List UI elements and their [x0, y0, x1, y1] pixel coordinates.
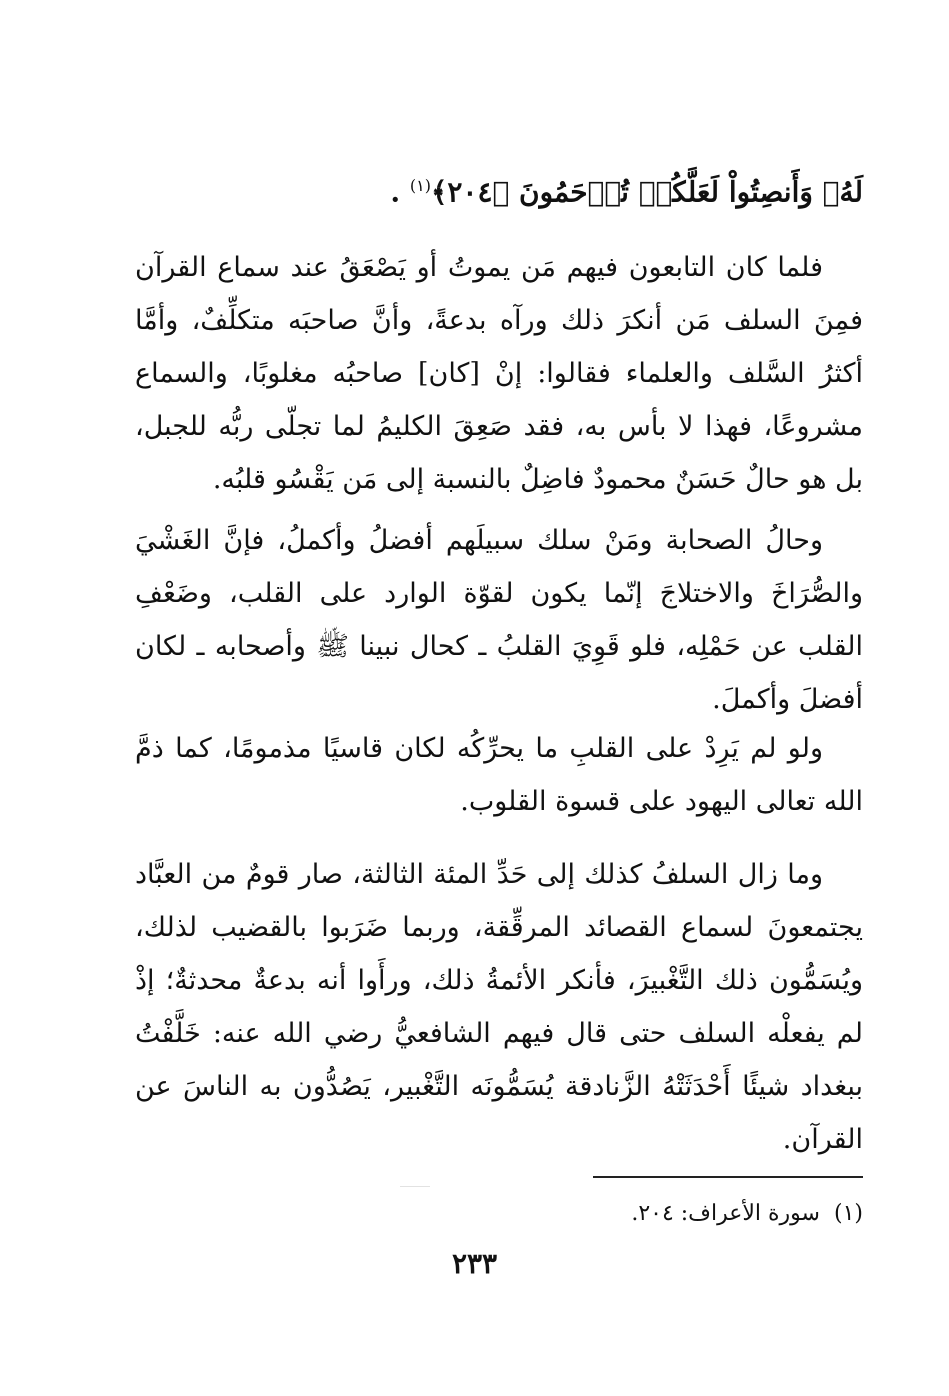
paragraph-hard-heart: ولو لم يَرِدْ على القلبِ ما يحرِّكُه لكان قاسيًا مذمومًا، كما ذمَّ الله تعالى اليهود على قسوة القلوب. [135, 733, 863, 817]
verse-text: لَهُۥ وَأَنصِتُواْ لَعَلَّكُمۡ تُرۡحَمُونَ ﴿٢٠٤﴾ [430, 175, 863, 209]
scan-mark [400, 1186, 430, 1187]
paragraph-taghbir: وما زال السلفُ كذلك إلى حَدِّ المئة الثالثة، صار قومٌ من العبَّاد يجتمعونَ لسماع القصائد المرقِّقة، وربما ضَرَبوا بالقضيب لذلك، ويُسَمُّون ذلك التَّغْبيرَ، فأنكر الأئمةُ ذلك، ورأَوا أنه بدعةٌ محدثةٌ؛ إذْ لم يفعلْه السلف حتى قال فيهم الشافعيُّ رضي الله عنه: خَلَّفْتُ ببغداد شيئًا أَحْدَثَتْهُ الزَّنادقة يُسَمُّونَه التَّغْبير، يَصُدُّون به الناسَ عن القرآن. [135, 859, 863, 1155]
page-number: ٢٣٣ [451, 1247, 498, 1280]
footnote [135, 1196, 863, 1232]
verse-period: . [390, 175, 401, 209]
paragraph-sahaba: وحالُ الصحابة ومَنْ سلك سبيلَهم أفضلُ وأكملُ، فإنَّ الغَشْيَ والصُّرَاخَ والاختلاجَ إنّما يكون لقوّة الوارد على القلب، وضَعْفِ القلب عن حَمْلِه، فلو قَوِيَ القلبُ ـ كحال نبينا ﷺ وأصحابه ـ لكان أفضلَ وأكملَ. [135, 525, 863, 715]
paragraph-tabiun: فلما كان التابعون فيهم مَن يموتُ أو يَصْعَقُ عند سماع القرآن فمِنَ السلف مَن أنكرَ ذلك ورآه بدعةً، وأنَّ صاحبَه متكلِّفٌ، وأمَّا أكثرُ السَّلف والعلماء فقالوا: إنْ [كان] صاحبُه مغلوبًا، والسماع مشروعًا، فهذا لا بأس به، فقد صَعِقَ الكليمُ لما تجلّى ربُّه للجبل، بل هو حالٌ حَسَنٌ محمودٌ فاضِلٌ بالنسبة إلى مَن يَقْسُو قلبُه. [135, 252, 863, 495]
footnote-separator [593, 1176, 863, 1178]
footnote-number: (١) [833, 1201, 863, 1226]
footnote-text: سورة الأعراف: ٢٠٤. [631, 1201, 820, 1226]
quran-verse-line [135, 160, 863, 218]
footnote-reference: (١) [409, 176, 431, 195]
